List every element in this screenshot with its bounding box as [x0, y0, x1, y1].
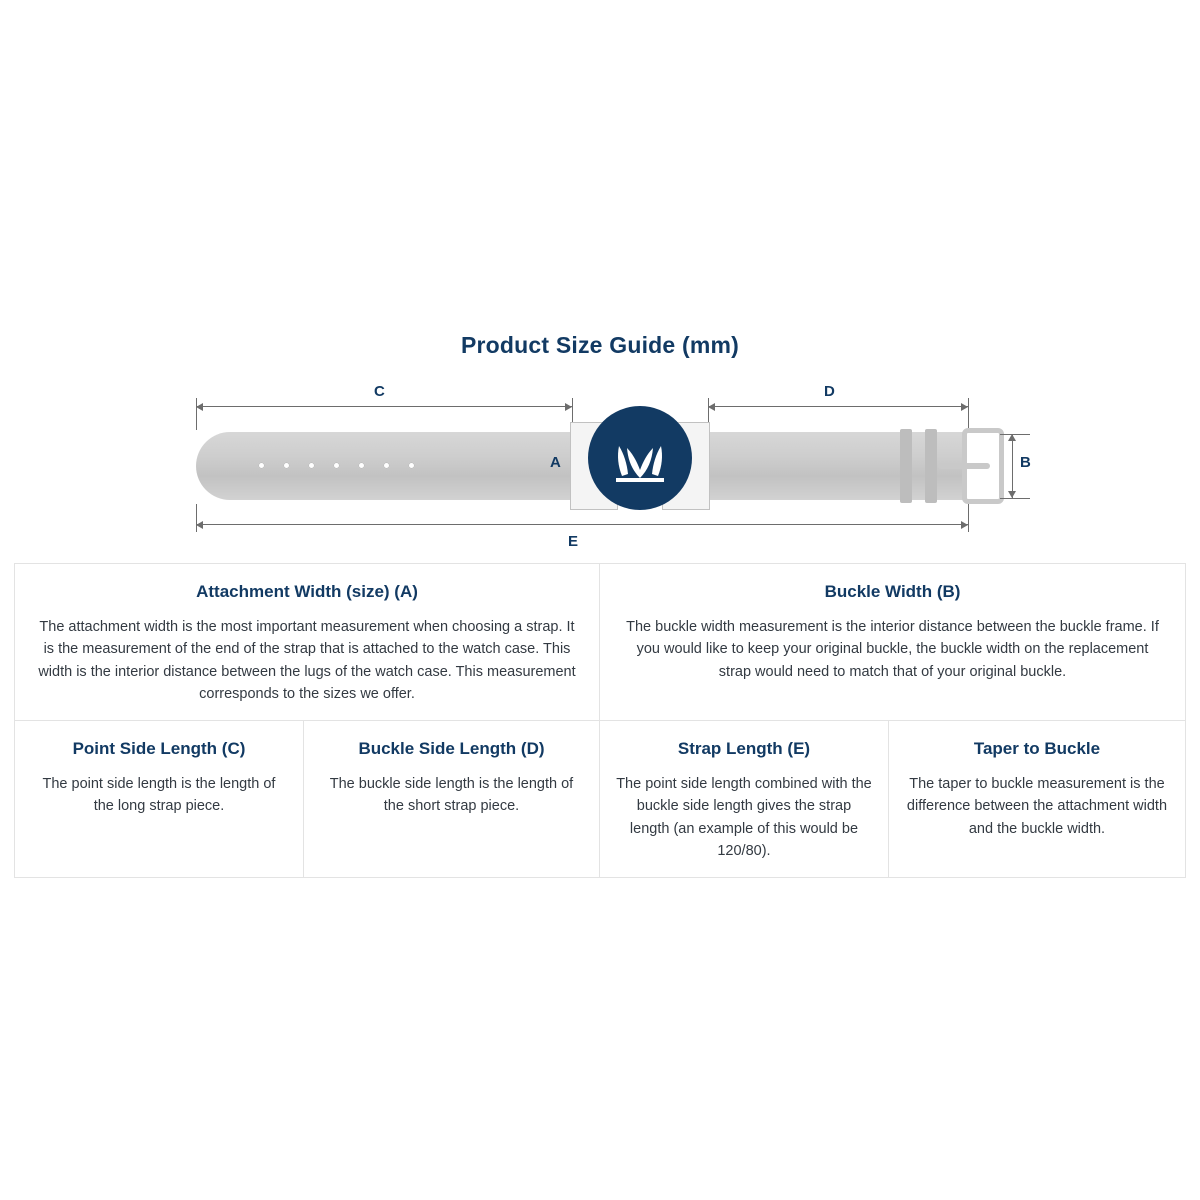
strap-hole	[308, 462, 315, 469]
dim-label-d: D	[824, 383, 835, 400]
dim-b-arrow-top	[1008, 434, 1016, 441]
dim-c-line	[196, 406, 572, 407]
dim-b-line	[1012, 434, 1013, 498]
strap-hole	[258, 462, 265, 469]
cell-body: The attachment width is the most important measurement when choosing a strap. It is the measurement of the end of the strap that is attached to the watch case. This width is the interior distance between the lugs of the watch case. This measurement corresponds to the sizes we offer.	[38, 619, 576, 703]
strap-hole	[333, 462, 340, 469]
cell-title: Strap Length (E)	[677, 738, 811, 758]
measurement-definitions-table	[14, 563, 1186, 878]
cell-title: Point Side Length (C)	[72, 738, 246, 758]
strap-hole	[358, 462, 365, 469]
dim-b-arrow-bottom	[1008, 491, 1016, 498]
dim-d-arrow-left	[708, 403, 715, 411]
cell-body: The point side length is the length of the long strap piece.	[42, 775, 276, 815]
cell-buckle-width	[600, 564, 1185, 721]
dim-e-arrow-left	[196, 521, 203, 529]
dim-e-arrow-right	[961, 521, 968, 529]
dim-d-tick-right	[968, 398, 969, 430]
leaf-logo-icon	[588, 406, 692, 510]
cell-title: Taper to Buckle	[973, 738, 1101, 758]
table-row	[15, 564, 1185, 721]
dim-e-line	[196, 524, 968, 525]
dim-e-tick-right	[968, 504, 969, 532]
page-title: Product Size Guide (mm)	[460, 332, 740, 358]
cell-body: The buckle width measurement is the interior distance between the buckle frame. If you would like to keep your original buckle, the buckle width on the replacement strap would need to match that of your original buckle.	[626, 619, 1159, 680]
dim-c-arrow-left	[196, 403, 203, 411]
dim-c-arrow-right	[565, 403, 572, 411]
strap-hole	[408, 462, 415, 469]
dim-label-e: E	[568, 533, 579, 550]
cell-title: Attachment Width (size) (A)	[196, 582, 418, 601]
cell-body: The point side length combined with the buckle side length gives the strap length (an example of this would be 120/80).	[616, 775, 872, 860]
cell-body: The buckle side length is the length of the short strap piece.	[329, 775, 574, 815]
cell-buckle-side-length	[304, 721, 600, 877]
dim-label-a: A	[550, 454, 561, 471]
dim-b-tick-bottom	[1000, 498, 1030, 499]
dim-d-arrow-right	[961, 403, 968, 411]
cell-strap-length	[600, 721, 889, 877]
cell-point-side-length	[15, 721, 304, 877]
strap-keeper	[900, 429, 912, 503]
dim-d-line	[708, 406, 968, 407]
cell-attachment-width	[15, 564, 600, 721]
dim-label-b: B	[1020, 454, 1031, 471]
strap-keeper	[925, 429, 937, 503]
cell-taper-to-buckle	[889, 721, 1185, 877]
strap-hole	[383, 462, 390, 469]
dim-label-c: C	[374, 383, 385, 400]
buckle-tongue	[938, 463, 990, 469]
strap-hole	[283, 462, 290, 469]
cell-body: The taper to buckle measurement is the difference between the attachment width and the buckle width.	[906, 775, 1168, 837]
cell-title: Buckle Side Length (D)	[358, 738, 545, 758]
cell-title: Buckle Width (B)	[824, 582, 961, 601]
table-row	[15, 721, 1185, 877]
